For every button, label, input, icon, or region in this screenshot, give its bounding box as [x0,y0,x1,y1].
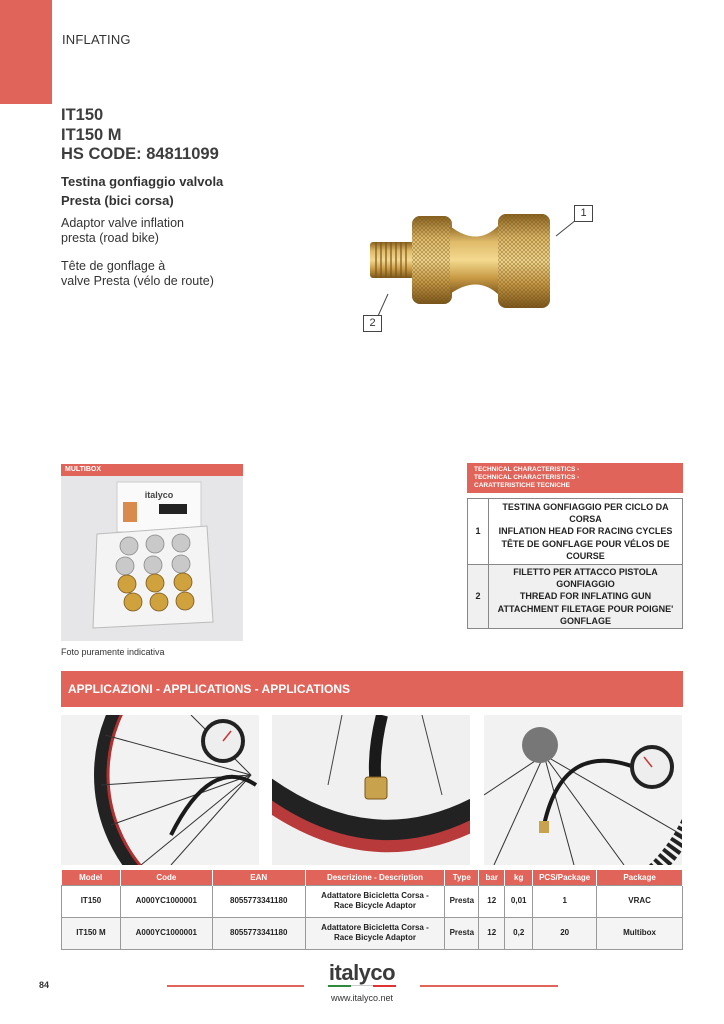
hs-code: HS CODE: 84811099 [61,145,219,163]
product-name-italian [61,172,281,210]
cell-model: IT150 [62,885,121,917]
cell-package: Multibox [597,917,683,949]
table-header-row [62,870,683,885]
name-it-line: Testina gonfiaggio valvola [61,174,224,189]
footer-divider-right [420,985,558,987]
cell-description [305,917,445,949]
tech-row [468,565,683,629]
box-brand: italyco [144,490,174,500]
desc-line: Race Bicycle Adaptor [333,901,416,910]
name-en-line: presta (road bike) [61,231,159,245]
cell-pcs: 20 [533,917,597,949]
cell-kg: 0,01 [505,885,533,917]
tech-line: FILETTO PER ATTACCO PISTOLA [513,566,658,577]
tech-heading [467,463,683,493]
desc-line: Race Bicycle Adaptor [333,933,416,942]
col-model: Model [62,870,121,885]
table-row [62,885,683,917]
multibox-image [61,476,243,641]
photo-caption: Foto puramente indicativa [61,647,165,657]
tech-line: THREAD FOR INFLATING GUN [519,591,652,602]
product-name-english [61,216,281,246]
tech-heading-line: CARATTERISTICHE TECNICHE [474,482,570,489]
product-name-french [61,259,281,289]
cell-description [305,885,445,917]
tech-row-description [489,565,683,629]
col-pcs: PCS/Package [533,870,597,885]
cell-type: Presta [445,885,479,917]
website-link[interactable]: www.italyco.net [330,993,394,1003]
tech-row-number: 2 [468,565,489,629]
multibox-heading: MULTIBOX [61,464,243,476]
model-code: IT150 [61,106,104,124]
cell-ean: 8055773341180 [212,885,305,917]
multibox-photo [61,476,243,641]
col-package: Package [597,870,683,885]
name-fr-line: valve Presta (vélo de route) [61,274,214,288]
callout-2: 2 [363,315,382,332]
footer-divider-left [167,985,304,987]
cell-code: A000YC1000001 [120,885,212,917]
flag-stripe [328,985,396,987]
cell-model: IT150 M [62,917,121,949]
mtb-wheel-gauge-image [484,715,682,865]
product-codes [61,106,219,165]
cell-bar: 12 [479,885,505,917]
road-wheel-gauge-image [61,715,259,865]
tech-line: TESTINA GONFIAGGIO PER CICLO DA [502,501,669,512]
cell-pcs: 1 [533,885,597,917]
tech-table [467,498,683,629]
desc-line: Adattatore Bicicletta Corsa - [321,923,429,932]
brand-logo [322,962,402,987]
application-photo-1 [61,715,259,865]
tech-heading-line: TECHNICAL CHARACTERISTICS - [474,466,580,473]
desc-line: Adattatore Bicicletta Corsa - [321,891,429,900]
applications-title: APPLICAZIONI - APPLICATIONS - APPLICATIONS [61,671,683,707]
tech-line: ATTACHMENT FILETAGE POUR POIGNE' [497,603,674,614]
tech-row [468,499,683,565]
col-ean: EAN [212,870,305,885]
product-table [61,870,683,950]
table-row [62,917,683,949]
name-it-line: Presta (bici corsa) [61,193,174,208]
valve-closeup-image [272,715,470,865]
callout-1: 1 [574,205,593,222]
tech-line: GONFIAGGIO [556,579,615,590]
col-code: Code [120,870,212,885]
col-kg: kg [505,870,533,885]
cell-bar: 12 [479,917,505,949]
section-tab [0,0,52,104]
tech-line: GONFLAGE [560,615,611,626]
col-description: Descrizione - Description [305,870,445,885]
product-illustration [350,196,610,336]
brand-wordmark: italyco [328,960,396,985]
tech-heading-line: TECHNICAL CHARACTERISTICS - [474,474,580,481]
page-number: 84 [39,980,50,990]
tech-line: CORSA [569,514,602,525]
application-photo-2 [272,715,470,865]
application-photo-3 [484,715,682,865]
cell-ean: 8055773341180 [212,917,305,949]
tech-row-number: 1 [468,499,489,565]
cell-kg: 0,2 [505,917,533,949]
tech-row-description [489,499,683,565]
tech-line: TÊTE DE GONFLAGE POUR VÉLOS DE [501,538,670,549]
cell-code: A000YC1000001 [120,917,212,949]
name-en-line: Adaptor valve inflation [61,216,184,230]
col-type: Type [445,870,479,885]
tech-line: COURSE [566,550,605,561]
section-label: INFLATING [62,32,131,47]
cell-package: VRAC [597,885,683,917]
adaptor-valve-image [350,196,610,336]
tech-line: INFLATION HEAD FOR RACING CYCLES [498,526,673,537]
cell-type: Presta [445,917,479,949]
col-bar: bar [479,870,505,885]
adaptor-grid [116,534,194,611]
model-code-m: IT150 M [61,125,122,144]
name-fr-line: Tête de gonflage à [61,259,166,273]
